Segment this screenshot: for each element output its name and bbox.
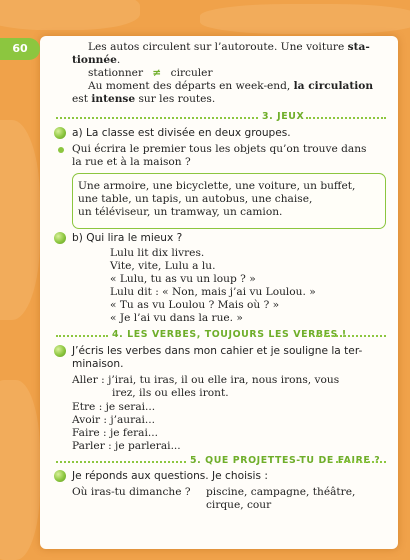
conjugation-aller-1: Aller : j’irai, tu iras, il ou elle ira, nous irons, vous [72,374,340,386]
section-4-title: 4. LES VERBES, TOUJOURS LES VERBES ! [112,329,347,340]
green-bullet-icon [54,470,66,482]
background-stroke [0,120,40,320]
section-3-b: b) Qui lira le mieux ? [72,232,183,244]
section-5-rule-left [56,461,186,463]
word-list-line: Une armoire, une bicyclette, une voiture, un buffet, [78,180,356,192]
section-3-rule-left [56,117,258,119]
green-bullet-icon [54,345,66,357]
intro-line-5: est intense sur les routes. [72,93,216,105]
conjugation-line: Parler : je parlerai... [72,440,181,452]
green-bullet-icon [54,127,66,139]
green-bullet-icon [54,232,66,244]
poem-line: « Lulu, tu as vu un loup ? » [110,273,256,285]
poem-line: Vite, vite, Lulu a lu. [110,260,216,272]
page-number: 60 [0,38,40,60]
poem-line: « Je l’ai vu dans la rue. » [110,312,243,324]
intro-line-2: tionnée. [72,54,121,66]
section-5-rule-right [336,461,386,463]
section-4-rule-right [316,335,386,337]
section-3-a: a) La classe est divisée en deux groupes. [72,127,291,139]
background-stroke [0,0,140,30]
section-3-question-1: Qui écrira le premier tous les objets qu’on trouve dans [72,143,367,155]
word-list-line: une table, un tapis, un autobus, une chaise, [78,193,313,205]
section-4-intro-1: J’écris les verbes dans mon cahier et je souligne la ter- [72,345,363,357]
intro-line-1: Les autos circulent sur l’autoroute. Une voiture sta- [88,41,370,53]
antonym-pair: stationner ≠ circuler [88,67,213,79]
background-stroke [0,380,40,560]
intro-line-4: Au moment des départs en week-end, la circulation [88,80,374,92]
section-3-title: 3. JEUX [262,111,305,122]
conjugation-aller-2: irez, ils ou elles iront. [112,387,229,399]
not-equal-symbol: ≠ [152,67,162,79]
section-5-question: Où iras-tu dimanche ? [72,486,191,498]
poem-line: « Tu as vu Loulou ? Mais où ? » [110,299,280,311]
conjugation-line: Faire : je ferai... [72,427,158,439]
conjugation-line: Etre : je serai... [72,401,156,413]
section-5-intro: Je réponds aux questions. Je choisis : [72,470,268,482]
section-3-question-2: la rue et à la maison ? [72,156,191,168]
poem-line: Lulu lit dix livres. [110,247,205,259]
conjugation-line: Avoir : j’aurai... [72,414,156,426]
section-5-choices-1: piscine, campagne, théâtre, [206,486,356,498]
small-bullet-icon [58,147,64,153]
section-4-intro-2: minaison. [72,358,124,370]
section-5-choices-2: cirque, cour [206,499,272,511]
background-stroke [200,4,410,34]
section-3-rule-right [306,117,386,119]
poem-line: Lulu dit : « Non, mais j’ai vu Loulou. » [110,286,316,298]
section-5-title: 5. QUE PROJETTES-TU DE FAIRE ? [190,455,381,466]
section-4-rule-left [56,335,108,337]
word-list-line: un téléviseur, un tramway, un camion. [78,206,283,218]
